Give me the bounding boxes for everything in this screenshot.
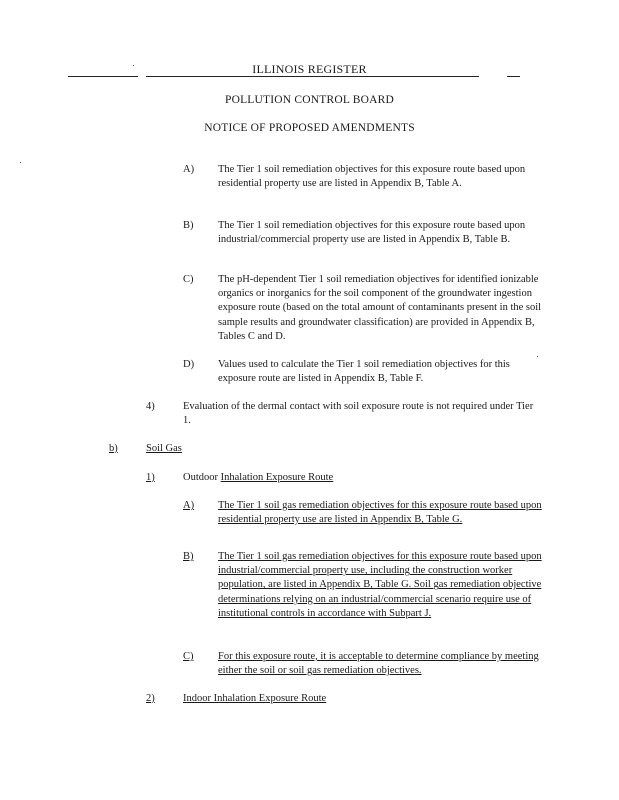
item-text-soil-gas-residential: The Tier 1 soil gas remediation objectives for this exposure route based upon residential property use are listed in Appendix B, Table G. bbox=[218, 500, 542, 526]
item-text-values-used: Values used to calculate the Tier 1 soil remediation objectives for this exposure route are listed in Appendix B, Table F. bbox=[218, 359, 510, 385]
item-text-dermal-contact: Evaluation of the dermal contact with soil exposure route is not required under Tier 1. bbox=[183, 401, 534, 427]
item-label: A) bbox=[183, 164, 195, 175]
item-text-soil-gas-industrial: The Tier 1 soil gas remediation objectives for this exposure route based upon industrial/commercial property use, including the construction worker population, are listed in Appendix B, Table G. Soil gas remediation objective determinations relying on an industrial/commercial scenario require use of institutional controls in accordance with Subpart J. bbox=[218, 551, 542, 619]
item-label: A) bbox=[183, 500, 195, 511]
item-label: B) bbox=[183, 220, 194, 231]
item-text-tier1-industrial: The Tier 1 soil remediation objectives for this exposure route based upon industrial/commercial property use are listed in Appendix B, Table B. bbox=[218, 220, 526, 246]
scan-speck bbox=[537, 356, 538, 357]
item-text-indoor-inhalation: Indoor Inhalation Exposure Route bbox=[183, 693, 327, 704]
item-label: C) bbox=[183, 274, 194, 285]
item-text-outdoor-inhalation bbox=[183, 471, 333, 485]
section-label: b) bbox=[109, 443, 118, 454]
section-title-soil-gas: Soil Gas bbox=[146, 443, 182, 454]
board-title: POLLUTION CONTROL BOARD bbox=[224, 94, 394, 106]
outdoor-route-title: Inhalation Exposure Route bbox=[220, 472, 334, 483]
scan-speck bbox=[133, 65, 134, 66]
item-text-compliance: For this exposure route, it is acceptable to determine compliance by meeting either the soil or soil gas remediation objectives. bbox=[218, 651, 539, 677]
item-label: D) bbox=[183, 359, 195, 370]
item-label: B) bbox=[183, 551, 194, 562]
item-label: C) bbox=[183, 651, 194, 662]
item-label: 1) bbox=[146, 472, 155, 483]
outdoor-prefix: Outdoor bbox=[183, 472, 221, 483]
item-label: 4) bbox=[146, 401, 155, 412]
item-label: 2) bbox=[146, 693, 155, 704]
register-title: ILLINOIS REGISTER bbox=[252, 62, 367, 76]
item-text-ph-dependent: The pH-dependent Tier 1 soil remediation objectives for identified ionizable organics or inorganics for the soil component of the groundwater ingestion exposure route (based on the total amount of contaminants present in the soil sample results and groundwater classification) are provided in Appendix B, Tables C and D. bbox=[218, 274, 542, 342]
notice-title: NOTICE OF PROPOSED AMENDMENTS bbox=[204, 122, 415, 134]
item-text-tier1-residential: The Tier 1 soil remediation objectives for this exposure route based upon residential property use are listed in Appendix B, Table A. bbox=[218, 164, 526, 190]
scan-speck bbox=[20, 162, 21, 163]
